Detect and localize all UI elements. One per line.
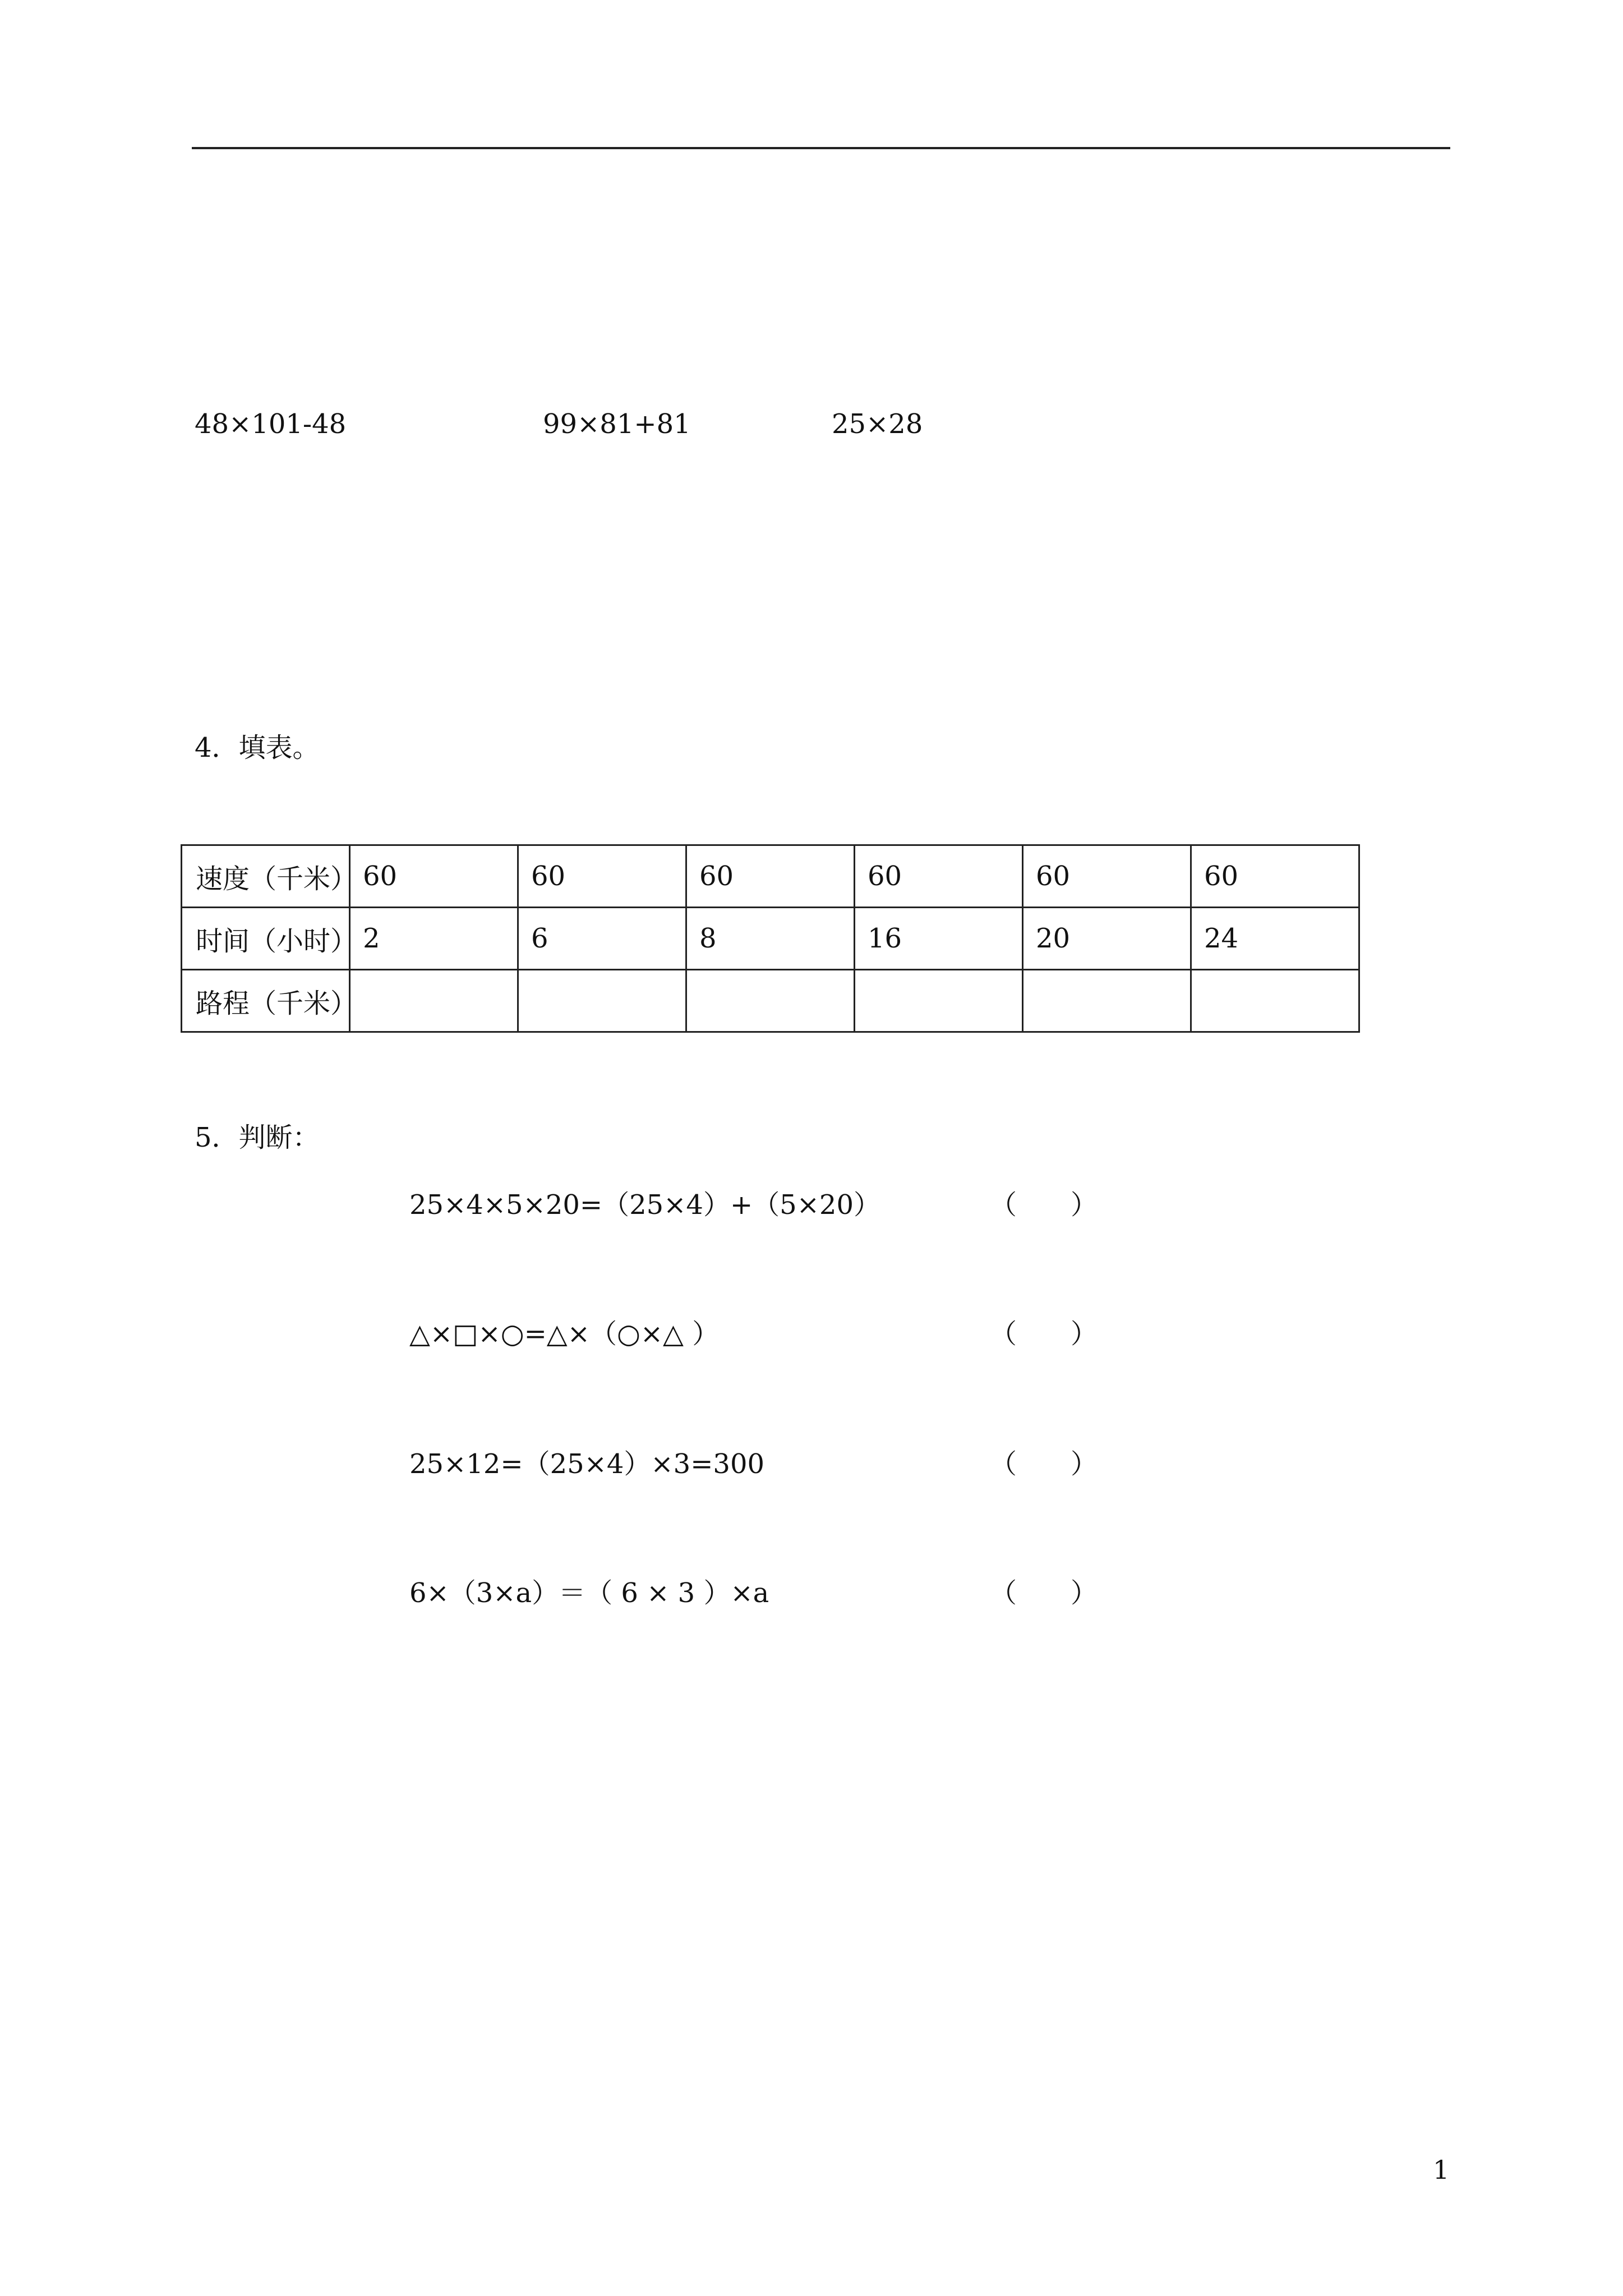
table-cell-blank[interactable] [350,970,518,1032]
page-number: 1 [1433,2155,1450,2185]
table-cell: 60 [686,845,855,908]
header-rule [192,147,1450,149]
table-row-distance [182,970,1359,1032]
table-cell: 20 [1023,908,1191,970]
table-cell: 60 [518,845,686,908]
table-cell-blank[interactable] [1191,970,1359,1032]
table-cell: 8 [686,908,855,970]
table-cell: 60 [1191,845,1359,908]
judgment-answer-blank-1[interactable]: （ ） [990,1189,1098,1221]
table-cell-blank[interactable] [855,970,1023,1032]
judgment-statement-3: 25×12=（25×4）×3=300 [409,1448,765,1480]
judgment-statement-1: 25×4×5×20=（25×4）+（5×20） [409,1189,881,1221]
judgment-statement-4: 6×（3×a）＝（ 6 × 3 ）×a [409,1577,769,1609]
row-header-time: 时间（小时） [182,908,350,970]
question-5-title: 5．判断： [195,1122,320,1153]
table-cell: 24 [1191,908,1359,970]
table-cell-blank[interactable] [518,970,686,1032]
expression-1: 48×101-48 [195,408,347,440]
row-header-speed: 速度（千米） [182,845,350,908]
table-row-speed [182,845,1359,908]
table-cell-blank[interactable] [1023,970,1191,1032]
table-cell: 16 [855,908,1023,970]
fill-in-table [181,844,1360,1033]
table-cell: 60 [855,845,1023,908]
table-cell: 2 [350,908,518,970]
judgment-answer-blank-4[interactable]: （ ） [990,1577,1098,1609]
judgment-answer-blank-3[interactable]: （ ） [990,1448,1098,1480]
table-cell: 60 [350,845,518,908]
question-4-title: 4．填表。 [195,732,320,763]
row-header-distance: 路程（千米） [182,970,350,1032]
expression-3: 25×28 [832,408,923,440]
table-cell-blank[interactable] [686,970,855,1032]
table-cell: 6 [518,908,686,970]
table-row-time [182,908,1359,970]
judgment-answer-blank-2[interactable]: （ ） [990,1318,1098,1350]
table-cell: 60 [1023,845,1191,908]
expression-2: 99×81+81 [543,408,691,440]
judgment-statement-2: △×□×○=△×（○×△ ） [409,1318,720,1350]
